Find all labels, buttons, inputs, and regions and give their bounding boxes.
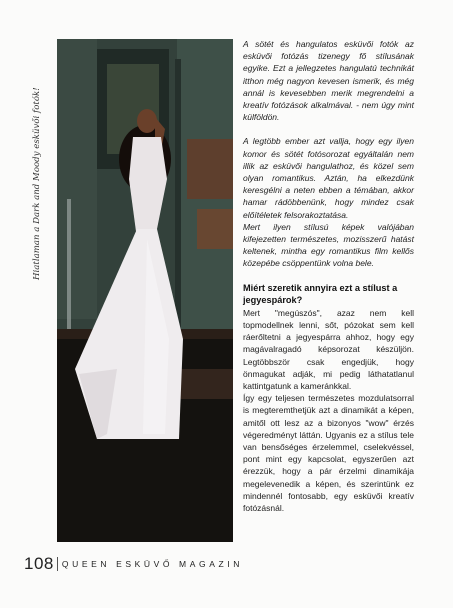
intro-paragraph: A sötét és hangulatos esküvői fotók az esküvői fotózás tizenegy fő stílusának egyike. Ezt a jellegzetes hangulatú technikát itthon még nagyon kevesen ismerik, és még annál is kevesebben merik megrendelni a kreatív fotózások alkalmával. - nem úgy mint külföldön. xyxy=(243,39,414,123)
bride-photo-illustration xyxy=(57,39,233,542)
style-paragraph: Mert ilyen stílusú képek valójában kifejezetten természetes, mozisszerű hatást keltenek, mintha egy romantikus film kellős közepébe csöppentünk volna bele. xyxy=(243,221,414,269)
reason-paragraph: Mert "megúszós", azaz nem kell topmodellnek lenni, sőt, pózokat sem kell ráerőltetni a jegyespárra ahhoz, hogy egy magávalragadó képsorozat készüljön. Legtöbbször csak engedjük, hogy önmagukat adják, mi pedig láthatatlanul kattintgatunk a kameránkkal. xyxy=(243,307,414,392)
bride-photo xyxy=(57,39,233,542)
section-heading: Miért szeretik annyira ezt a stílust a jegyespárok? xyxy=(243,282,398,306)
side-caption xyxy=(30,40,44,280)
page-number: 108 xyxy=(24,554,54,573)
page-footer xyxy=(24,554,243,574)
magazine-title: QUEEN ESKÜVŐ MAGAZIN xyxy=(61,559,243,569)
footer-divider xyxy=(57,557,58,571)
opinion-paragraph: A legtöbb ember azt vallja, hogy egy ilyen komor és sötét fotósorozat egyáltalán nem illik az esküvői hangulathoz, és közel sem olyan romantikus. Aztán, ha elkezdünk keresgélni a neten ebben a témában, akkor hamar rádöbbenünk, hogy mindez csak előítéletek felsorakoztatása. xyxy=(243,136,414,220)
dynamics-paragraph: Így egy teljesen természetes mozdulatsorral is megteremthetjük azt a dinamikát a képen, amitől ott lesz az a bizonyos "wow" érzés végeredményt láttán. Ugyanis ez a stílus tele van bensőséges érzelemmel, cselekvéssel, pont mint egy kapcsolat, egyszerűen azt érezzük, hogy a pár érzelmi dinamikája megelevenedik a képen, és szerintünk ez mindennél fontosabb, egy esküvői kreatív fotózásnál. xyxy=(243,393,414,514)
article-text xyxy=(243,38,414,526)
side-caption-text: Hiatlaman a Dark and Moody esküvői fotók! xyxy=(32,87,42,280)
